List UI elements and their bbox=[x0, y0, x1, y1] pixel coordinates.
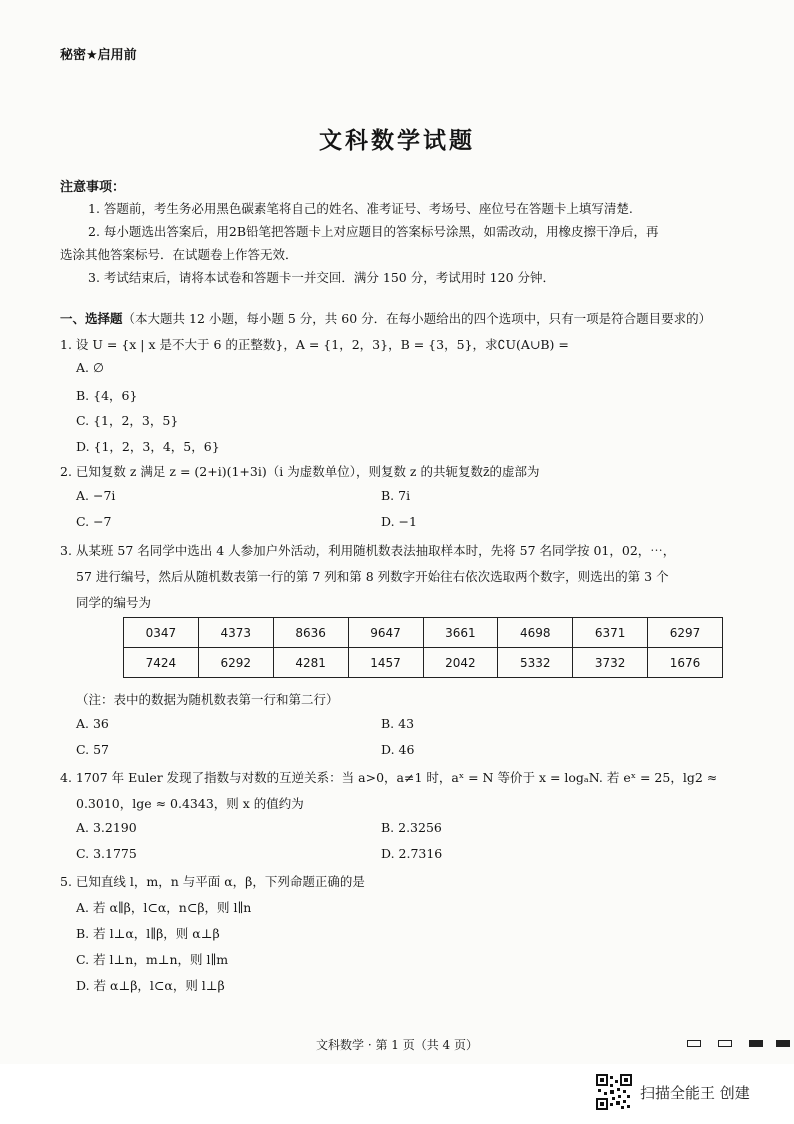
table-cell: 7424 bbox=[124, 648, 199, 678]
table-cell: 1676 bbox=[648, 648, 723, 678]
q5-option-b: B. 若 l⊥α，l∥β，则 α⊥β bbox=[76, 926, 220, 941]
q3-option-b: B. 43 bbox=[381, 716, 415, 731]
note-line-3: 选涂其他答案标号．在试题卷上作答无效． bbox=[60, 247, 298, 262]
table-cell: 4698 bbox=[498, 618, 573, 648]
table-cell: 0347 bbox=[124, 618, 199, 648]
q2-option-b: B. 7i bbox=[381, 488, 411, 503]
page-footer: 文科数学 · 第 1 页（共 4 页） bbox=[316, 1038, 478, 1052]
q3-option-a: A. 36 bbox=[76, 716, 109, 731]
q2-option-c: C. −7 bbox=[76, 514, 112, 529]
q2-option-a: A. −7i bbox=[76, 488, 116, 503]
q3-option-d: D. 46 bbox=[381, 742, 415, 757]
alignment-mark bbox=[749, 1040, 763, 1047]
table-note: （注：表中的数据为随机数表第一行和第二行） bbox=[76, 692, 339, 707]
table-cell: 4373 bbox=[198, 618, 273, 648]
section-title: 一、选择题 bbox=[60, 311, 123, 326]
question-3-stem-line-3: 同学的编号为 bbox=[76, 595, 152, 610]
table-cell: 8636 bbox=[273, 618, 348, 648]
note-line-1: 1. 答题前，考生务必用黑色碳素笔将自己的姓名、准考证号、考场号、座位号在答题卡上填写清楚. bbox=[88, 201, 633, 216]
q1-option-d: D. {1，2，3，4，5，6} bbox=[76, 439, 220, 454]
note-line-2: 2. 每小题选出答案后，用2B铅笔把答题卡上对应题目的答案标号涂黑，如需改动，用橡皮擦干净后，再 bbox=[88, 224, 659, 239]
q4-option-c: C. 3.1775 bbox=[76, 846, 137, 861]
q5-option-a: A. 若 α∥β，l⊂α，n⊂β，则 l∥n bbox=[76, 900, 252, 915]
q4-option-a: A. 3.2190 bbox=[76, 820, 137, 835]
question-3-stem-line-2: 57 进行编号，然后从随机数表第一行的第 7 列和第 8 列数字开始往右依次选取两个数字，则选出的第 3 个 bbox=[76, 569, 669, 584]
table-cell: 5332 bbox=[498, 648, 573, 678]
alignment-mark bbox=[776, 1040, 790, 1047]
table-cell: 4281 bbox=[273, 648, 348, 678]
notes-heading: 注意事项： bbox=[60, 180, 126, 195]
q1-option-c: C. {1，2，3，5} bbox=[76, 413, 179, 428]
note-line-4: 3. 考试结束后，请将本试卷和答题卡一并交回．满分 150 分，考试用时 120 分钟． bbox=[88, 270, 556, 285]
section-heading bbox=[60, 309, 711, 327]
question-4-stem-line-2: 0.3010，lge ≈ 0.4343，则 x 的值约为 bbox=[76, 796, 304, 811]
q2-option-d: D. −1 bbox=[381, 514, 417, 529]
question-2-stem: 2. 已知复数 z 满足 z = (2+i)(1+3i)（i 为虚数单位），则复数 z 的共轭复数z̄的虚部为 bbox=[60, 464, 540, 479]
alignment-mark bbox=[718, 1040, 732, 1047]
q1-option-a: A. ∅ bbox=[76, 360, 104, 375]
table-cell: 6292 bbox=[198, 648, 273, 678]
table-row bbox=[124, 618, 723, 648]
question-5-stem: 5. 已知直线 l，m，n 与平面 α，β，下列命题正确的是 bbox=[60, 874, 365, 889]
scanner-watermark: 扫描全能王 创建 bbox=[640, 1084, 750, 1102]
question-1-stem: 1. 设 U = {x | x 是不大于 6 的正整数}，A = {1，2，3}，B = {3，5}，求∁U(A∪B) = bbox=[60, 337, 569, 352]
section-description: （本大题共 12 小题，每小题 5 分，共 60 分．在每小题给出的四个选项中，只有一项是符合题目要求的） bbox=[122, 311, 712, 326]
alignment-mark bbox=[687, 1040, 701, 1047]
q5-option-c: C. 若 l⊥n，m⊥n，则 l∥m bbox=[76, 952, 229, 967]
q3-option-c: C. 57 bbox=[76, 742, 109, 757]
table-cell: 9647 bbox=[348, 618, 423, 648]
q1-option-b: B. {4，6} bbox=[76, 388, 138, 403]
table-cell: 1457 bbox=[348, 648, 423, 678]
table-cell: 3732 bbox=[573, 648, 648, 678]
confidential-label: 秘密★启用前 bbox=[60, 48, 137, 63]
table-cell: 6371 bbox=[573, 618, 648, 648]
table-cell: 6297 bbox=[648, 618, 723, 648]
q4-option-d: D. 2.7316 bbox=[381, 846, 443, 861]
table-cell: 2042 bbox=[423, 648, 498, 678]
question-4-stem-line-1: 4. 1707 年 Euler 发现了指数与对数的互逆关系：当 a>0，a≠1 时，aˣ = N 等价于 x = logₐN. 若 eˣ = 25，lg2 ≈ bbox=[60, 770, 718, 785]
question-3-stem-line-1: 3. 从某班 57 名同学中选出 4 人参加户外活动，利用随机数表法抽取样本时，先将 57 名同学按 01，02，⋯， bbox=[60, 543, 676, 558]
random-number-table bbox=[123, 617, 723, 678]
q4-option-b: B. 2.3256 bbox=[381, 820, 442, 835]
qr-code-icon bbox=[596, 1074, 632, 1110]
exam-title: 文科数学试题 bbox=[319, 127, 475, 154]
table-row bbox=[124, 648, 723, 678]
table-cell: 3661 bbox=[423, 618, 498, 648]
q5-option-d: D. 若 α⊥β，l⊂α，则 l⊥β bbox=[76, 978, 225, 993]
